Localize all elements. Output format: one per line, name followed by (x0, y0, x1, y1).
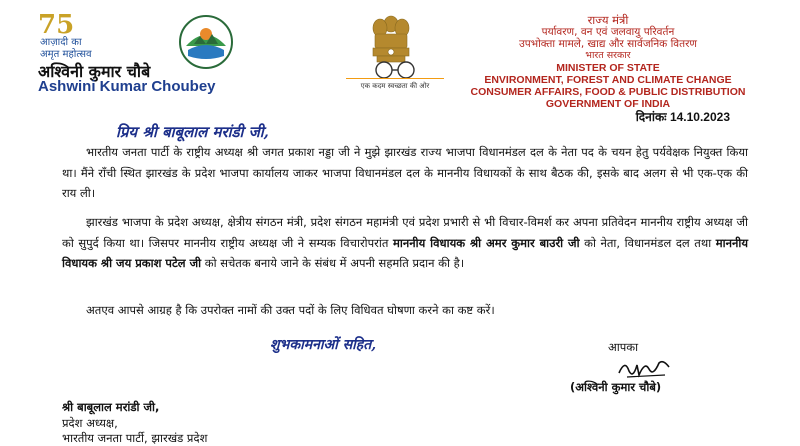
paragraph-1-text: भारतीय जनता पार्टी के राष्ट्रीय अध्यक्ष श्री जगत प्रकाश नड्डा जी ने मुझे झारखंड राज्य भाजपा विधानमंडल दल के नेता पद के चयन हेतु पर्यवेक्षक नियुक्त किया था। मैंने राँची स्थित झारखंड के प्रदेश भाजपा कार्यालय जाकर भाजपा विधानमंडल दल के माननीय विधायकों के साथ बैठक की, इसके बाद अलग से भी एक-एक की राय ली। (62, 145, 748, 200)
swachh-tagline: एक कदम स्वच्छता की ओर (360, 82, 430, 90)
paragraph-2 (62, 212, 748, 274)
handwritten-signature (615, 355, 675, 381)
azadi-ka-amrit-mahotsav-logo (38, 10, 143, 58)
header-govt-hindi: भारत सरकार (585, 50, 631, 61)
header-ministry-english-1: ENVIRONMENT, FOREST AND CLIMATE CHANGE (484, 74, 732, 86)
paragraph-3 (62, 300, 748, 321)
recipient-designation: प्रदेश अध्यक्ष, (62, 416, 118, 430)
recipient-organization: भारतीय जनता पार्टी, झारखंड प्रदेश (62, 431, 208, 445)
date-value: 14.10.2023 (669, 110, 730, 124)
closing-greeting: शुभकामनाओं सहित, (270, 337, 377, 353)
header-ministry-hindi-1: पर्यावरण, वन एवं जलवायु परिवर्तन (541, 26, 675, 38)
minister-name-english: Ashwini Kumar Choubey (38, 78, 216, 95)
header-govt-english: GOVERNMENT OF INDIA (545, 98, 671, 110)
date-label: दिनांकः (635, 110, 667, 124)
azadi-line-1: आज़ादी का (40, 37, 82, 48)
header-ministry-english-2: CONSUMER AFFAIRS, FOOD & PUBLIC DISTRIBUTION (470, 86, 746, 98)
p2-whip-name: माननीय विधायक श्री जय प्रकाश पटेल जी (62, 235, 749, 270)
paragraph-1 (62, 142, 748, 204)
header-title-hindi: राज्य मंत्री (587, 13, 629, 27)
minister-name-hindi: अश्विनी कुमार चौबे (38, 62, 151, 81)
letter-date (636, 108, 730, 125)
header-ministry-hindi-2: उपभोक्ता मामले, खाद्य और सार्वजनिक वितरण (518, 38, 698, 50)
signer-name: (अश्विनी कुमार चौबे) (570, 380, 662, 394)
p2-leader-name: माननीय विधायक श्री अमर कुमार बाउरी जी (392, 235, 580, 250)
p2-part-e: को सचेतक बनाये जाने के संबंध में अपनी सहमति प्रदान की है। (204, 256, 465, 270)
ministry-round-logo (178, 14, 234, 70)
salutation: प्रिय श्री बाबूलाल मरांडी जी, (116, 123, 269, 141)
ministry-header (448, 14, 768, 110)
azadi-75-mark: 75 (38, 10, 75, 40)
sign-off: आपका (608, 340, 639, 354)
p2-part-c: को नेता, विधानमंडल दल तथा (584, 235, 712, 250)
paragraph-2-text (62, 212, 748, 274)
p2-part-a: झारखंड भाजपा के प्रदेश अध्यक्ष, क्षेत्रीय संगठन मंत्री, प्रदेश संगठन महामंत्री एवं प्रदेश प्रभारी से भी विचार-विमर्श कर अपना प्रतिवेदन माननीय राष्ट्रीय अध्यक्ष जी को सुपुर्द किया था। जिसपर माननीय राष्ट्रीय अध्यक्ष जी ने सम्यक विचारोपरांत (62, 215, 748, 250)
azadi-line-2: अमृत महोत्सव (40, 49, 92, 60)
header-title-english: MINISTER OF STATE (556, 62, 660, 74)
recipient-name: श्री बाबूलाल मरांडी जी, (62, 400, 160, 414)
paragraph-3-text: अतएव आपसे आग्रह है कि उपरोक्त नामों की उक्त पदों के लिए विधिवत घोषणा करने का कष्ट करें। (86, 303, 495, 317)
